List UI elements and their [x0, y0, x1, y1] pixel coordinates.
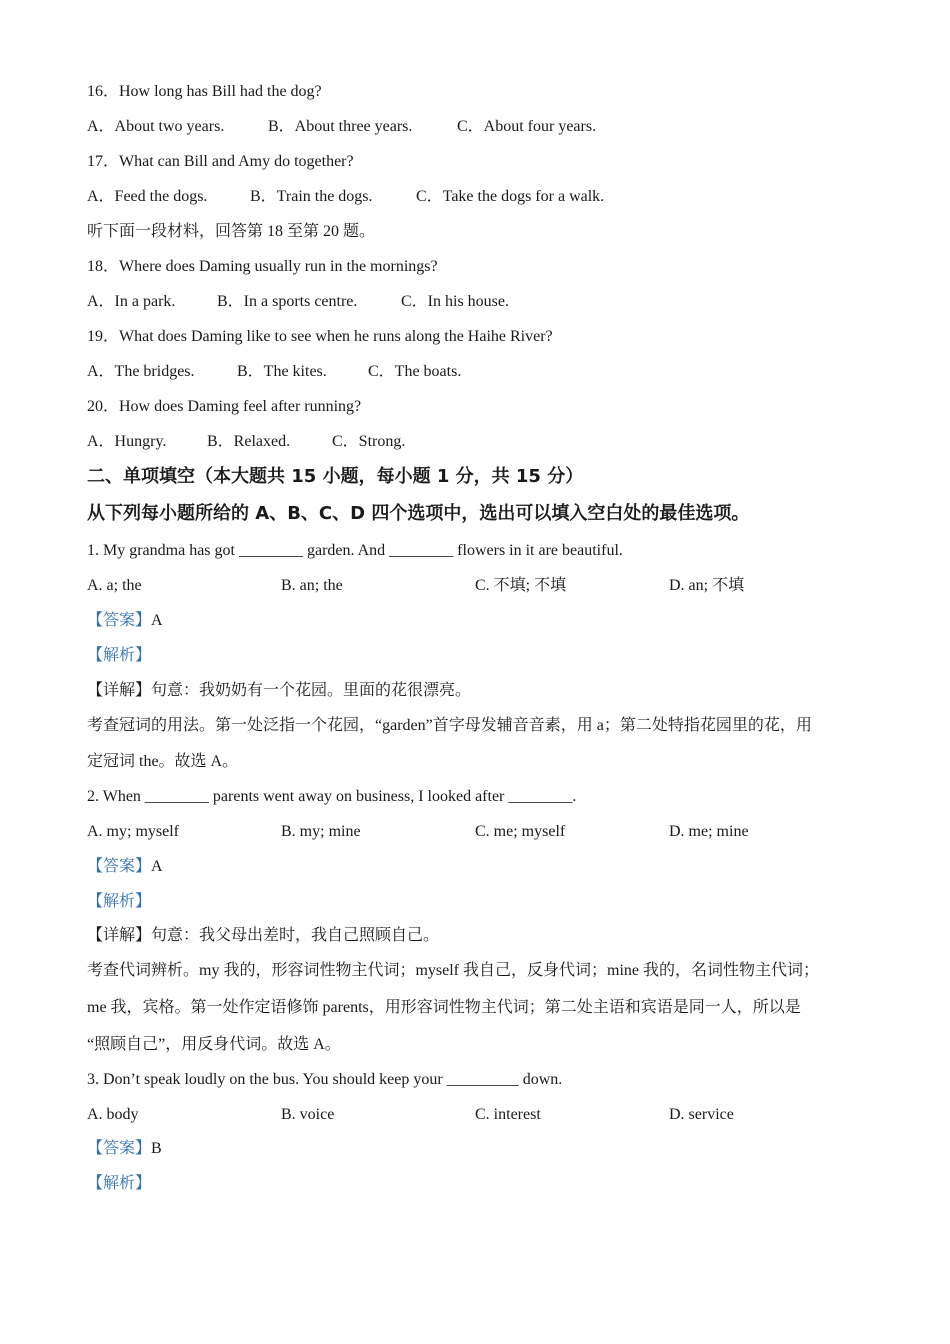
mc2-options [87, 822, 890, 842]
q17-question: 17．What can Bill and Amy do together? [87, 153, 354, 170]
q18-options [87, 292, 890, 312]
q18-option-a: A．In a park. [87, 293, 176, 310]
q17-option-c: C．Take the dogs for a walk. [416, 188, 605, 205]
mc1-option-a: A. a; the [87, 577, 142, 594]
listening-instruction: 听下面一段材料，回答第 18 至第 20 题。 [87, 223, 376, 240]
mc1-option-d: D. an; 不填 [669, 577, 745, 594]
detail-label: 【详解】 [87, 682, 152, 699]
q16-question: 16．How long has Bill had the dog? [87, 83, 322, 100]
q16-option-c: C．About four years. [457, 118, 597, 135]
q16-option-b: B．About three years. [268, 118, 413, 135]
mc1-answer-value: A [151, 612, 163, 629]
mc3-option-b: B. voice [281, 1106, 335, 1123]
q20-options [87, 432, 890, 452]
q19-option-c: C．The boats. [368, 363, 462, 380]
mc2-option-a: A. my; myself [87, 823, 179, 840]
answer-label: 【答案】 [87, 858, 152, 875]
mc2-option-b: B. my; mine [281, 823, 361, 840]
mc1-answer [87, 611, 890, 631]
answer-label: 【答案】 [87, 1140, 152, 1157]
mc2-option-d: D. me; mine [669, 823, 749, 840]
q19-option-a: A．The bridges. [87, 363, 195, 380]
q20-option-a: A．Hungry. [87, 433, 167, 450]
mc3-option-c: C. interest [475, 1106, 541, 1123]
answer-label: 【答案】 [87, 612, 152, 629]
q17-option-a: A．Feed the dogs. [87, 188, 208, 205]
mc1-analysis-label: 【解析】 [87, 647, 152, 664]
mc2-detail [87, 926, 890, 946]
mc3-option-d: D. service [669, 1106, 734, 1123]
q20-option-b: B．Relaxed. [207, 433, 291, 450]
mc3-question: 3. Don’t speak loudly on the bus. You should keep your _________ down. [87, 1071, 563, 1088]
mc3-analysis-label: 【解析】 [87, 1175, 152, 1192]
mc2-question: 2. When ________ parents went away on business, I looked after ________. [87, 788, 577, 805]
mc2-analysis-label: 【解析】 [87, 893, 152, 910]
mc1-option-c: C. 不填; 不填 [475, 577, 567, 594]
q20-option-c: C．Strong. [332, 433, 406, 450]
mc1-explanation-2: 定冠词 the。故选 A。 [87, 753, 239, 770]
q17-option-b: B．Train the dogs. [250, 188, 373, 205]
mc2-explanation-3: “照顾自己”，用反身代词。故选 A。 [87, 1036, 341, 1053]
mc1-explanation-1: 考查冠词的用法。第一处泛指一个花园，“garden”首字母发辅音音素，用 a；第二处特指花园里的花，用 [87, 717, 812, 734]
mc2-explanation-1: 考查代词辨析。my 我的，形容词性物主代词；myself 我自己，反身代词；mine 我的，名词性物主代词； [87, 962, 819, 979]
section-instruction: 从下列每小题所给的 A、B、C、D 四个选项中，选出可以填入空白处的最佳选项。 [87, 503, 750, 524]
q18-option-c: C．In his house. [401, 293, 510, 310]
mc3-answer [87, 1139, 890, 1159]
q18-question: 18．Where does Daming usually run in the mornings? [87, 258, 438, 275]
mc3-option-a: A. body [87, 1106, 139, 1123]
mc2-answer [87, 857, 890, 877]
q16-options [87, 117, 890, 137]
q17-options [87, 187, 890, 207]
detail-label: 【详解】 [87, 927, 152, 944]
section-title: 二、单项填空（本大题共 15 小题，每小题 1 分，共 15 分） [87, 466, 584, 487]
q19-option-b: B．The kites. [237, 363, 327, 380]
mc3-options [87, 1105, 890, 1125]
q19-options [87, 362, 890, 382]
mc1-detail [87, 681, 890, 701]
mc1-option-b: B. an; the [281, 577, 343, 594]
mc2-option-c: C. me; myself [475, 823, 566, 840]
q19-question: 19．What does Daming like to see when he runs along the Haihe River? [87, 328, 553, 345]
q18-option-b: B．In a sports centre. [217, 293, 358, 310]
mc2-explanation-2: me 我，宾格。第一处作定语修饰 parents，用形容词性物主代词；第二处主语和宾语是同一人，所以是 [87, 999, 801, 1016]
mc2-detail-text: 句意：我父母出差时，我自己照顾自己。 [151, 927, 440, 944]
mc1-options [87, 576, 890, 596]
mc1-detail-text: 句意：我奶奶有一个花园。里面的花很漂亮。 [151, 682, 472, 699]
mc1-question: 1. My grandma has got ________ garden. And ________ flowers in it are beautiful. [87, 542, 623, 559]
q16-option-a: A．About two years. [87, 118, 225, 135]
q20-question: 20．How does Daming feel after running? [87, 398, 362, 415]
mc2-answer-value: A [151, 858, 163, 875]
mc3-answer-value: B [151, 1140, 162, 1157]
